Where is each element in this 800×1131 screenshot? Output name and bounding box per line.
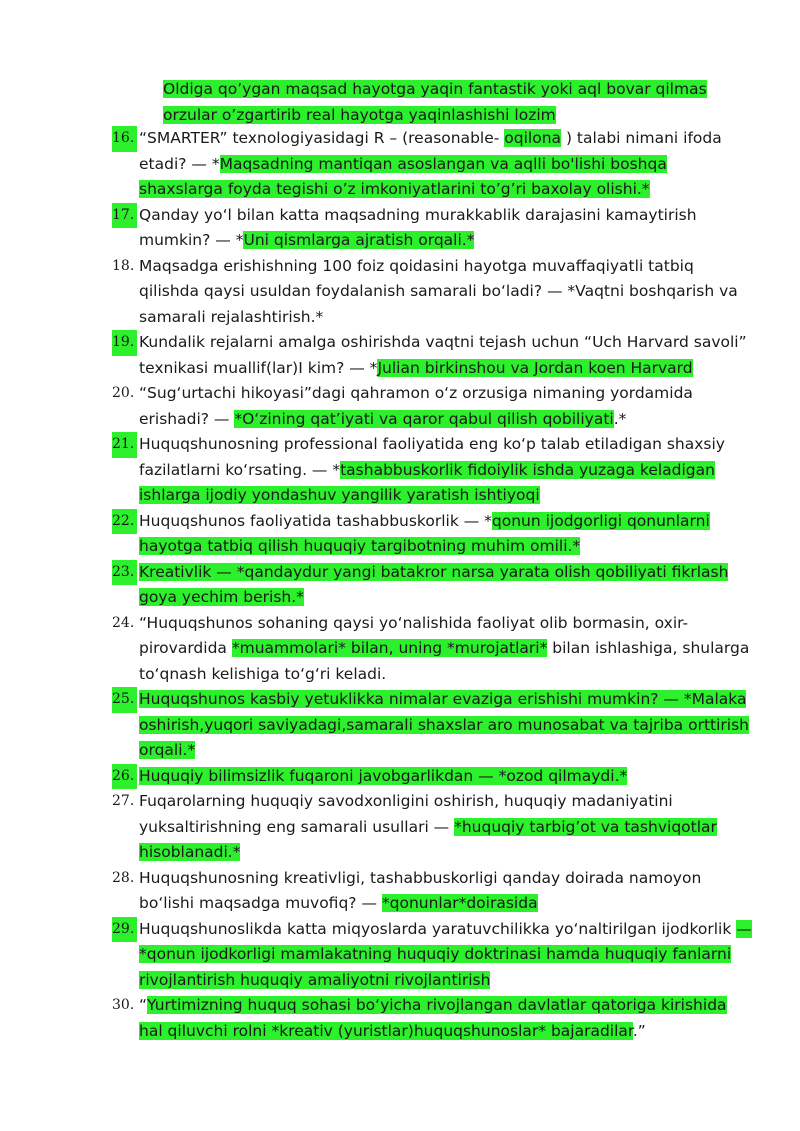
- item-text: ) talabi nimani ifoda etadi? — *: [139, 129, 722, 173]
- list-item: [112, 687, 752, 764]
- item-number: 28.: [112, 869, 135, 886]
- highlighted-answer: *O‘zining qat’iyati va qaror qabul qilish qobiliyati: [234, 409, 614, 428]
- list-item: [112, 509, 752, 560]
- list-item: [112, 993, 752, 1044]
- item-number: 25.: [112, 687, 137, 713]
- list-item: [112, 381, 752, 432]
- item-text: .”: [632, 1021, 646, 1040]
- intro-line-2: orzular o’zgartirib real hayotga yaqinlashishi lozim: [163, 105, 556, 124]
- list-item: [112, 330, 752, 381]
- item-number: 21.: [112, 432, 137, 458]
- item-text: Fuqarolarning huquqiy savodxonligini oshirish, huquqiy madaniyatini yuksaltirishning eng samarali usullari —: [139, 792, 673, 836]
- highlighted-answer: Maqsadning mantiqan asoslangan va aqlli bo'lishi boshqa shaxslarga foyda tegishi o’z imkoniyatlarini to’g’ri baxolay olishi.*: [139, 154, 667, 198]
- highlighted-answer: *qonunlar*doirasida: [381, 894, 538, 912]
- highlighted-answer: — *qonun ijodkorligi mamlakatning huquqiy doktrinasi hamda huquqiy fanlarni rivojlantirish huquqiy amaliyotni rivojlantirish: [139, 919, 752, 989]
- item-number: 19.: [112, 330, 137, 356]
- highlighted-answer: *huquqiy tarbig’ot va tashviqotlar hisoblanadi.*: [139, 817, 717, 861]
- highlighted-text: oqilona: [504, 129, 562, 147]
- item-text: Kundalik rejalarni amalga oshirishda vaqtni tejash uchun “Uch Harvard savoli” texnikasi muallif(lar)I kim? — *: [139, 333, 747, 377]
- highlighted-answer: Julian birkinshou va Jordan koen Harvard: [377, 358, 693, 377]
- item-number: 29.: [112, 917, 137, 943]
- list-item: [112, 432, 752, 509]
- intro-paragraph: [163, 77, 763, 128]
- item-number: 16.: [112, 126, 137, 152]
- item-number: 26.: [112, 764, 137, 790]
- item-text: .*: [613, 409, 627, 428]
- list-item: [112, 789, 752, 866]
- item-text: “: [139, 996, 148, 1014]
- item-number: 18.: [112, 257, 135, 274]
- intro-line-1: Oldiga qo’ygan maqsad hayotga yaqin fantastik yoki aql bovar qilmas: [163, 80, 707, 98]
- item-text: Huquqshunoslikda katta miqyoslarda yaratuvchilikka yo‘naltirilgan ijodkorlik: [139, 919, 737, 938]
- item-number: 27.: [112, 793, 135, 809]
- list-item: [112, 611, 752, 688]
- list-item: [112, 917, 752, 994]
- item-number: 22.: [112, 509, 137, 535]
- item-text: “Huquqshunos sohaning qaysi yo‘nalishida faoliyat olib bormasin, oxir-pirovardida: [139, 613, 689, 657]
- item-number: 23.: [112, 560, 137, 586]
- highlighted-answer: tashabbuskorlik fidoiylik ishda yuzaga keladigan ishlarga ijodiy yondashuv yangilik yaratish ishtiyoqi: [139, 460, 715, 504]
- list-item: [112, 254, 752, 331]
- item-text: Qanday yo‘l bilan katta maqsadning murakkablik darajasini kamaytirish mumkin? — *: [139, 205, 697, 249]
- item-number: 20.: [112, 385, 135, 401]
- item-number: 24.: [112, 614, 135, 631]
- highlighted-answer: Uni qismlarga ajratish orqali.*: [243, 231, 475, 249]
- list-item: [112, 866, 752, 917]
- list-item: [112, 764, 752, 790]
- highlighted-answer: *muammolari* bilan, uning *murojatlari*: [231, 639, 548, 657]
- item-number: 30.: [112, 997, 135, 1013]
- highlighted-answer: qonun ijodgorligi qonunlarni hayotga tatbiq qilish huquqiy targibotning muhim omili.*: [139, 511, 710, 555]
- item-text: bilan ishlashiga, shularga to‘qnash kelishiga to‘g‘ri keladi.: [139, 639, 750, 683]
- highlighted-answer: Yurtimizning huquq sohasi bo‘yicha rivojlangan davlatlar qatoriga kirishida hal qiluvchi rolni *kreativ (yuristlar)huquqshunoslar* bajaradilar: [139, 996, 727, 1040]
- item-text: “SMARTER” texnologiyasidagi R – (reasonable-: [139, 129, 505, 147]
- highlighted-answer: Huquqiy bilimsizlik fuqaroni javobgarlikdan — *ozod qilmaydi.*: [139, 766, 628, 785]
- item-text: Huquqshunos faoliyatida tashabbuskorlik — *: [139, 511, 492, 530]
- item-text: Huquqshunosning kreativligi, tashabbuskorligi qanday doirada namoyon bo‘lishi maqsadga muvofiq? —: [139, 868, 702, 912]
- highlighted-answer: Huquqshunos kasbiy yetuklikka nimalar evaziga erishishi mumkin? — *Malaka oshirish,yuqori saviyadagi,samarali shaxslar aro munosabat va tajriba orttirish orqali.*: [139, 690, 749, 759]
- list-item: [112, 203, 752, 254]
- highlighted-answer: Kreativlik — *qandaydur yangi batakror narsa yarata olish qobiliyati fikrlash goya yechim berish.*: [139, 562, 729, 606]
- item-text: Maqsadga erishishning 100 foiz qoidasini hayotga muvaffaqiyatli tatbiq qilishda qaysi usuldan foydalanish samarali bo‘ladi? — *Vaqtni boshqarish va samarali rejalashtirish.*: [139, 256, 738, 326]
- item-number: 17.: [112, 203, 137, 229]
- item-text: Huquqshunosning professional faoliyatida eng ko‘p talab etiladigan shaxsiy fazilatlarni ko‘rsating. — *: [139, 435, 725, 479]
- list-item: [112, 560, 752, 611]
- list-item: [112, 126, 752, 203]
- item-text: “Sug‘urtachi hikoyasi”dagi qahramon o‘z orzusiga nimaning yordamida erishadi? —: [139, 384, 693, 428]
- question-list: [112, 126, 752, 1044]
